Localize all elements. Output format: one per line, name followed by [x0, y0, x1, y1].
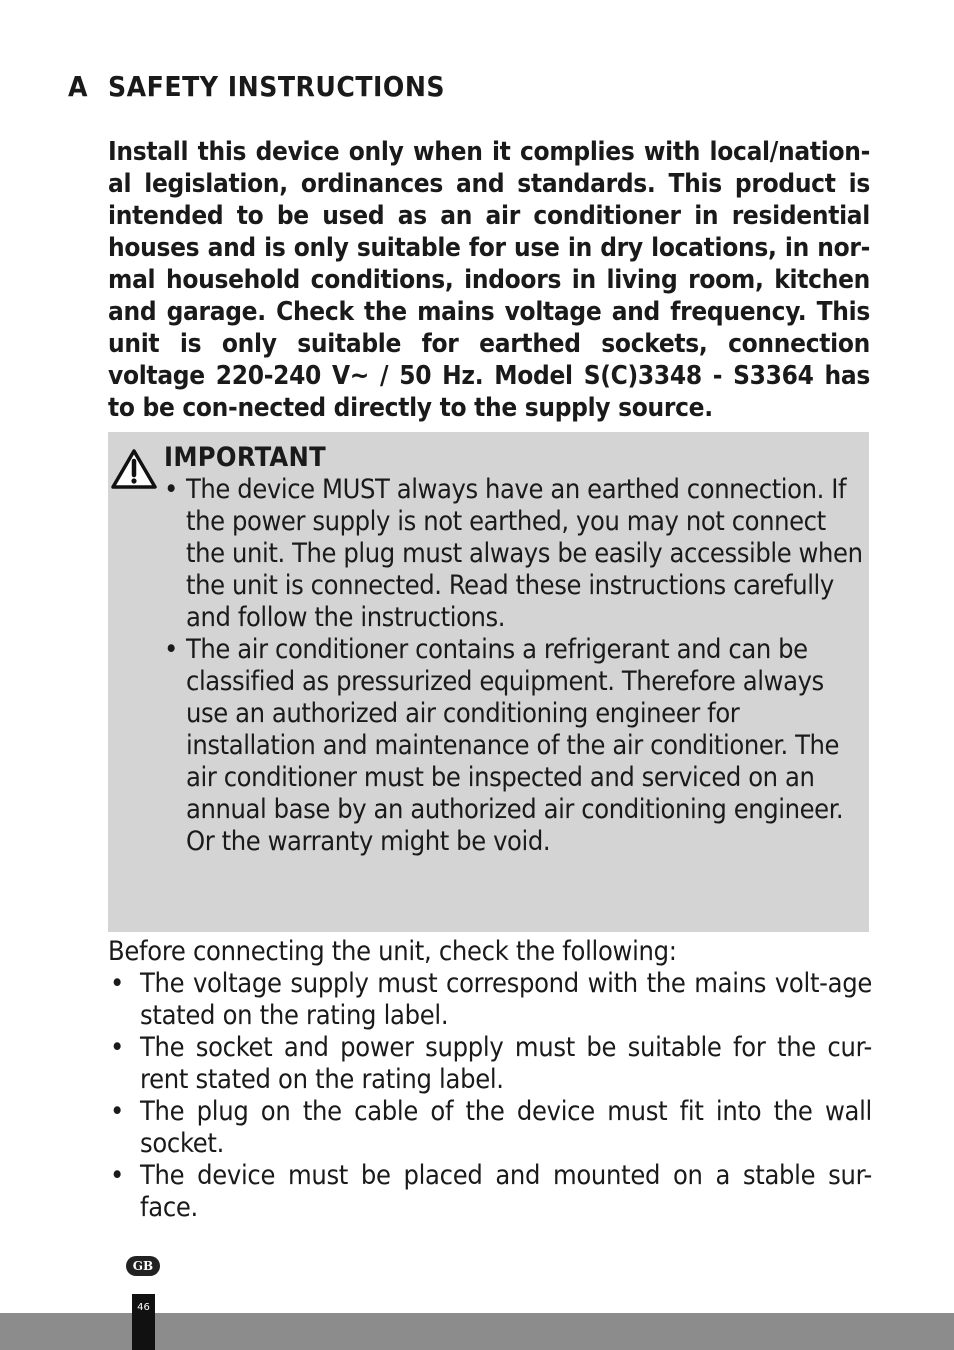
bullet: • — [164, 474, 178, 505]
section-title: SAFETY INSTRUCTIONS — [108, 70, 446, 103]
list-item — [108, 1160, 872, 1224]
list-item-text: The device must be placed and mounted on a stable sur-face. — [140, 1160, 872, 1223]
section-heading — [68, 70, 445, 103]
bullet: • — [110, 968, 125, 999]
important-title: IMPORTANT — [164, 442, 327, 473]
warning-triangle-icon — [110, 448, 158, 490]
list-item — [108, 1096, 872, 1160]
bullet: • — [110, 1032, 125, 1063]
list-item — [164, 634, 864, 858]
checklist-intro: Before connecting the unit, check the following: — [108, 936, 677, 967]
checklist-section — [108, 936, 872, 1224]
list-item-text: The plug on the cable of the device must fit into the wall socket. — [140, 1096, 872, 1159]
list-item — [108, 968, 872, 1032]
list-item-text: The voltage supply must correspond with the mains volt-age stated on the rating label. — [140, 968, 872, 1031]
intro-paragraph: Install this device only when it complies with local/nation-al legislation, ordinances and standards. This product is intended to be used as an air conditioner in residential houses and is only suitable for use in dry locations, in nor-mal household conditions, indoors in living room, kitchen and garage. Check the mains voltage and frequency. This unit is only suitable for earthed sockets, connection voltage 220-240 V~ / 50 Hz. Model S(C)3348 - S3364 has to be con-nected directly to the supply source. — [108, 137, 870, 423]
section-letter: A — [68, 70, 88, 103]
list-item-text: The socket and power supply must be suitable for the cur-rent stated on the rating label. — [140, 1032, 872, 1095]
list-item-text: The device MUST always have an earthed connection. If the power supply is not earthed, you may not connect the unit. The plug must always be easily accessible when the unit is connected. Read these instructions carefully and follow the instructions. — [186, 474, 863, 633]
language-badge: GB — [126, 1256, 160, 1276]
list-item-text: The air conditioner contains a refrigerant and can be classified as pressurized equipment. Therefore always use an authorized air conditioning engineer for installation and maintenance of the air conditioner. The air conditioner must be inspected and serviced on an annual base by an authorized air conditioning engineer. Or the warranty might be void. — [186, 634, 844, 857]
important-notice-box — [108, 432, 869, 932]
page-number: 46 — [137, 1302, 150, 1313]
bullet: • — [110, 1096, 125, 1127]
page-number-tab — [132, 1294, 155, 1350]
bullet: • — [110, 1160, 125, 1191]
list-item — [164, 474, 864, 634]
checklist — [108, 968, 872, 1224]
bullet: • — [164, 634, 178, 665]
important-list — [164, 474, 864, 858]
list-item — [108, 1032, 872, 1096]
